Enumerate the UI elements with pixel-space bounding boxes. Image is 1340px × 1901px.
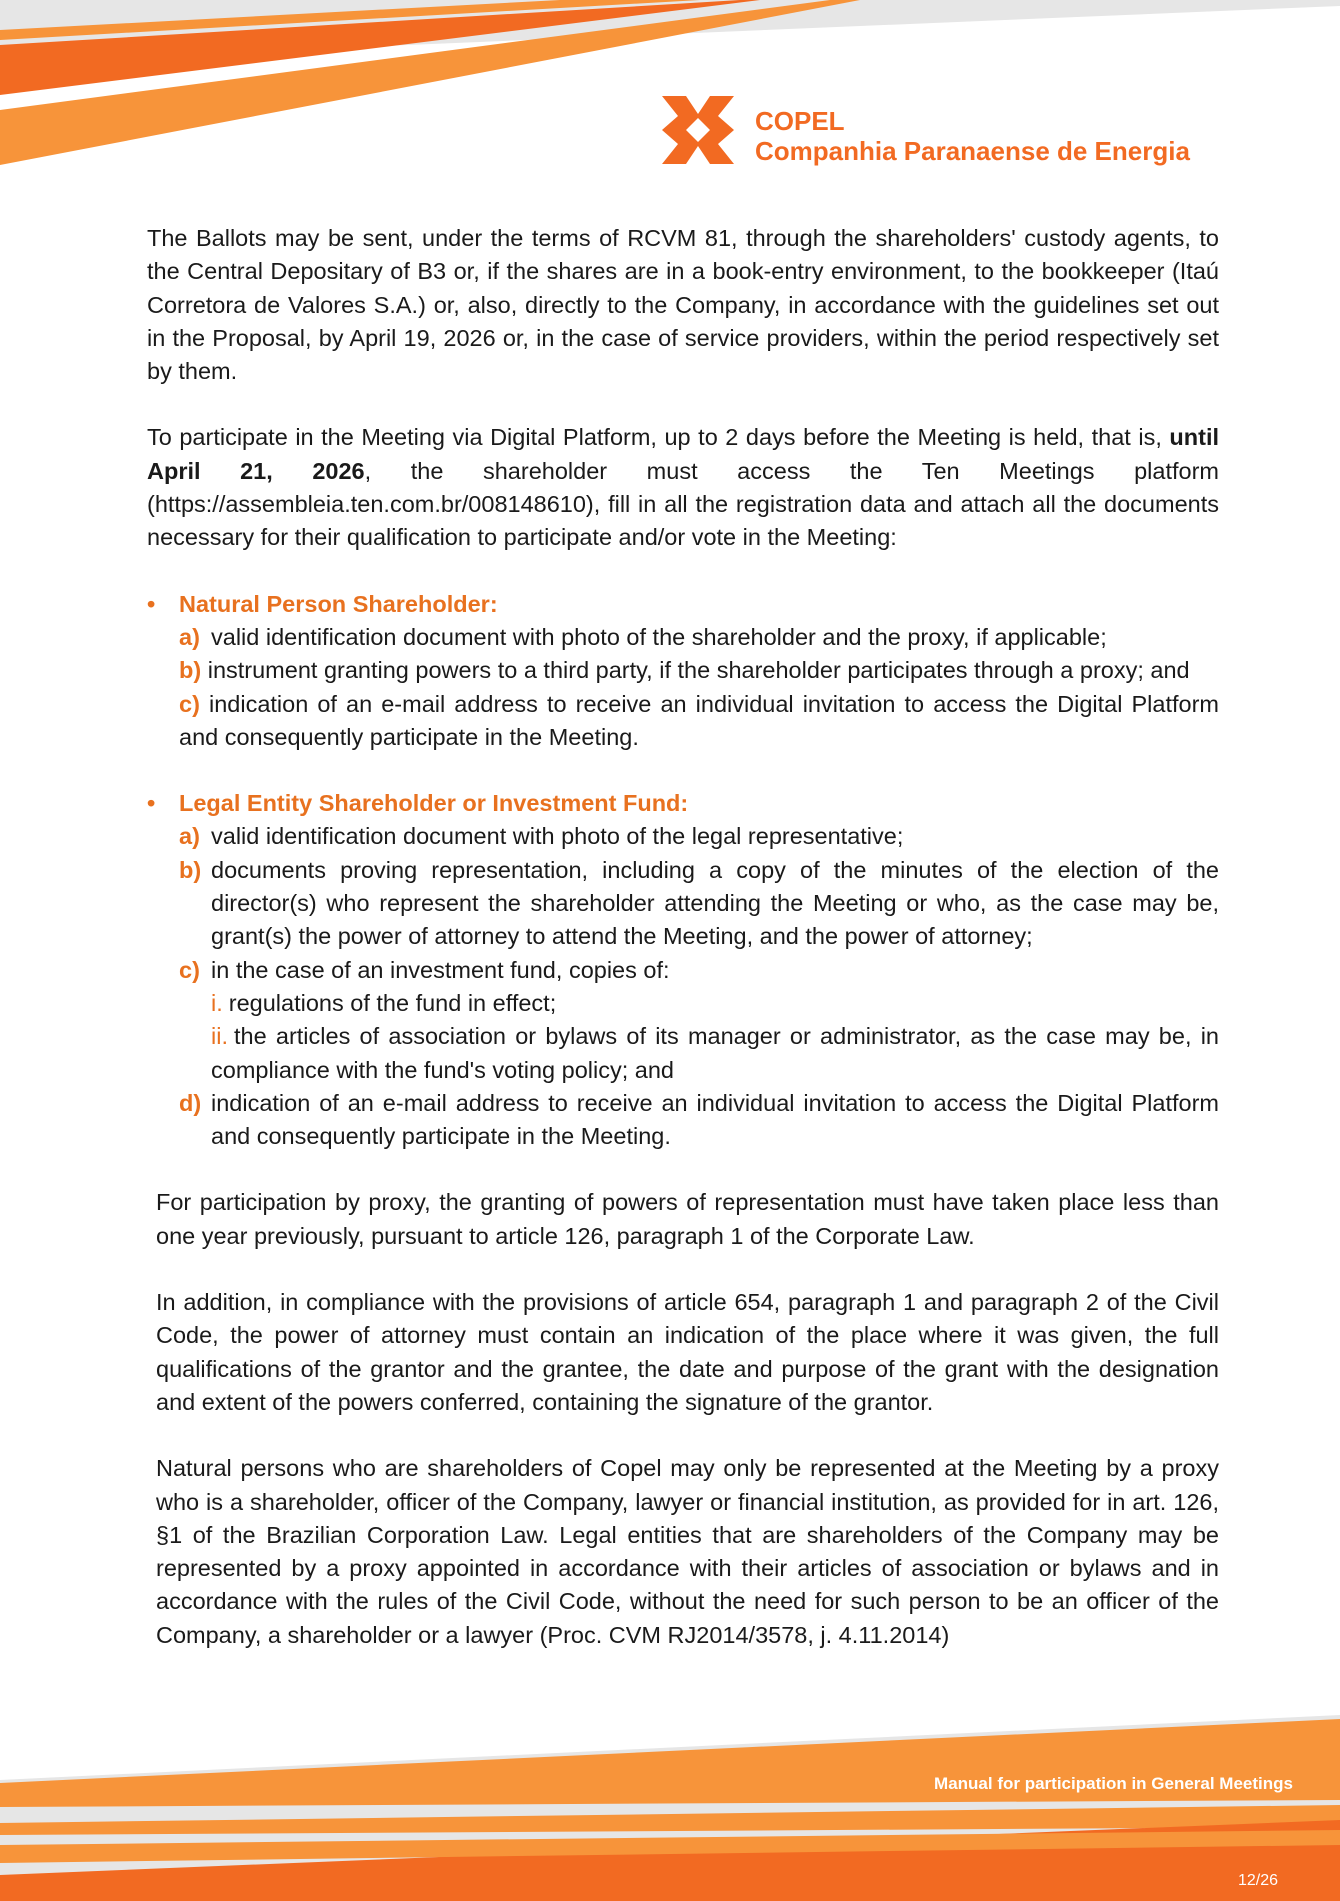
logo-title: COPEL bbox=[755, 106, 845, 136]
list-item: b) instrument granting powers to a third party, if the shareholder participates through a proxy; and bbox=[179, 657, 1190, 684]
bullet-icon: • bbox=[147, 790, 156, 817]
deadline-text: until April 21, 2026 bbox=[147, 424, 1219, 484]
participation-paragraph bbox=[147, 421, 1219, 554]
list-item: a) valid identification document with photo of the legal representative; bbox=[179, 823, 904, 850]
participation-text-start: To participate in the Meeting via Digital Platform, up to 2 days before the Meeting is held, that is, bbox=[147, 424, 1170, 451]
representation-paragraph: Natural persons who are shareholders of Copel may only be represented at the Meeting by a proxy who is a shareholder, officer of the Company, lawyer or financial institution, as provided for in art. 126, §1 of the Brazilian Corporation Law. Legal entities that are shareholders of the Company may be represented by a proxy appointed in accordance with their articles of association or bylaws and in accordance with the rules of the Civil Code, without the need for such person to be an officer of the Company, a shareholder or a lawyer (Proc. CVM RJ2014/3578, j. 4.11.2014) bbox=[156, 1455, 1219, 1648]
footer-title: Manual for participation in General Meetings bbox=[934, 1774, 1293, 1793]
bottom-banner bbox=[0, 1705, 1340, 1901]
page-number: 12/26 bbox=[1237, 1872, 1278, 1889]
company-logo bbox=[660, 94, 1220, 166]
list-item: b) documents proving representation, including a copy of the minutes of the election of the director(s) who represent the shareholder attending the Meeting or who, as the case may be, grant(s) the power of attorney to attend the Meeting, and the power of attorney; bbox=[179, 856, 1219, 950]
ballots-paragraph: The Ballots may be sent, under the terms of RCVM 81, through the shareholders' custody agents, to the Central Depositary of B3 or, if the shares are in a book-entry environment, to the bookkeeper (Itaú Corretora de Valores S.A.) or, also, directly to the Company, in accordance with the guidelines set out in the Proposal, by April 19, 2026 or, in the case of service providers, within the period respectively set by them. bbox=[147, 225, 1219, 385]
legal-entity-heading: • Legal Entity Shareholder or Investment Fund: bbox=[147, 787, 1219, 820]
natural-person-heading: • Natural Person Shareholder: bbox=[147, 588, 1219, 621]
copel-logo-icon bbox=[660, 94, 736, 166]
bullet-icon: • bbox=[147, 590, 156, 617]
list-item: d) indication of an e-mail address to receive an individual invitation to access the Digital Platform and consequently participate in the Meeting. bbox=[179, 1089, 1219, 1150]
sub-list-item: i. regulations of the fund in effect; bbox=[211, 989, 557, 1016]
sub-list-item: ii. the articles of association or bylaws of its manager or administrator, as the case may be, in compliance with the fund's voting policy; and bbox=[211, 1023, 1219, 1083]
list-item: a) valid identification document with photo of the shareholder and the proxy, if applicable; bbox=[179, 623, 1107, 650]
participation-text-end: , the shareholder must access the Ten Meetings platform (https://assembleia.ten.com.br/008148610), fill in all the registration data and attach all the documents necessary for their qualification to participate and/or vote in the Meeting: bbox=[147, 457, 1219, 551]
list-item: c) in the case of an investment fund, copies of: bbox=[179, 956, 670, 983]
document-body bbox=[147, 222, 1219, 1652]
logo-subtitle: Companhia Paranaense de Energia bbox=[755, 136, 1190, 166]
civil-code-paragraph: In addition, in compliance with the provisions of article 654, paragraph 1 and paragraph 2 of the Civil Code, the power of attorney must contain an indication of the place where it was given, the full qualifications of the grantor and the grantee, the date and purpose of the grant with the designation and extent of the powers conferred, containing the signature of the grantor. bbox=[156, 1289, 1219, 1415]
list-item: c) indication of an e-mail address to receive an individual invitation to access the Digital Platform and consequently participate in the Meeting. bbox=[179, 690, 1219, 750]
proxy-paragraph: For participation by proxy, the granting of powers of representation must have taken place less than one year previously, pursuant to article 126, paragraph 1 of the Corporate Law. bbox=[156, 1189, 1219, 1249]
